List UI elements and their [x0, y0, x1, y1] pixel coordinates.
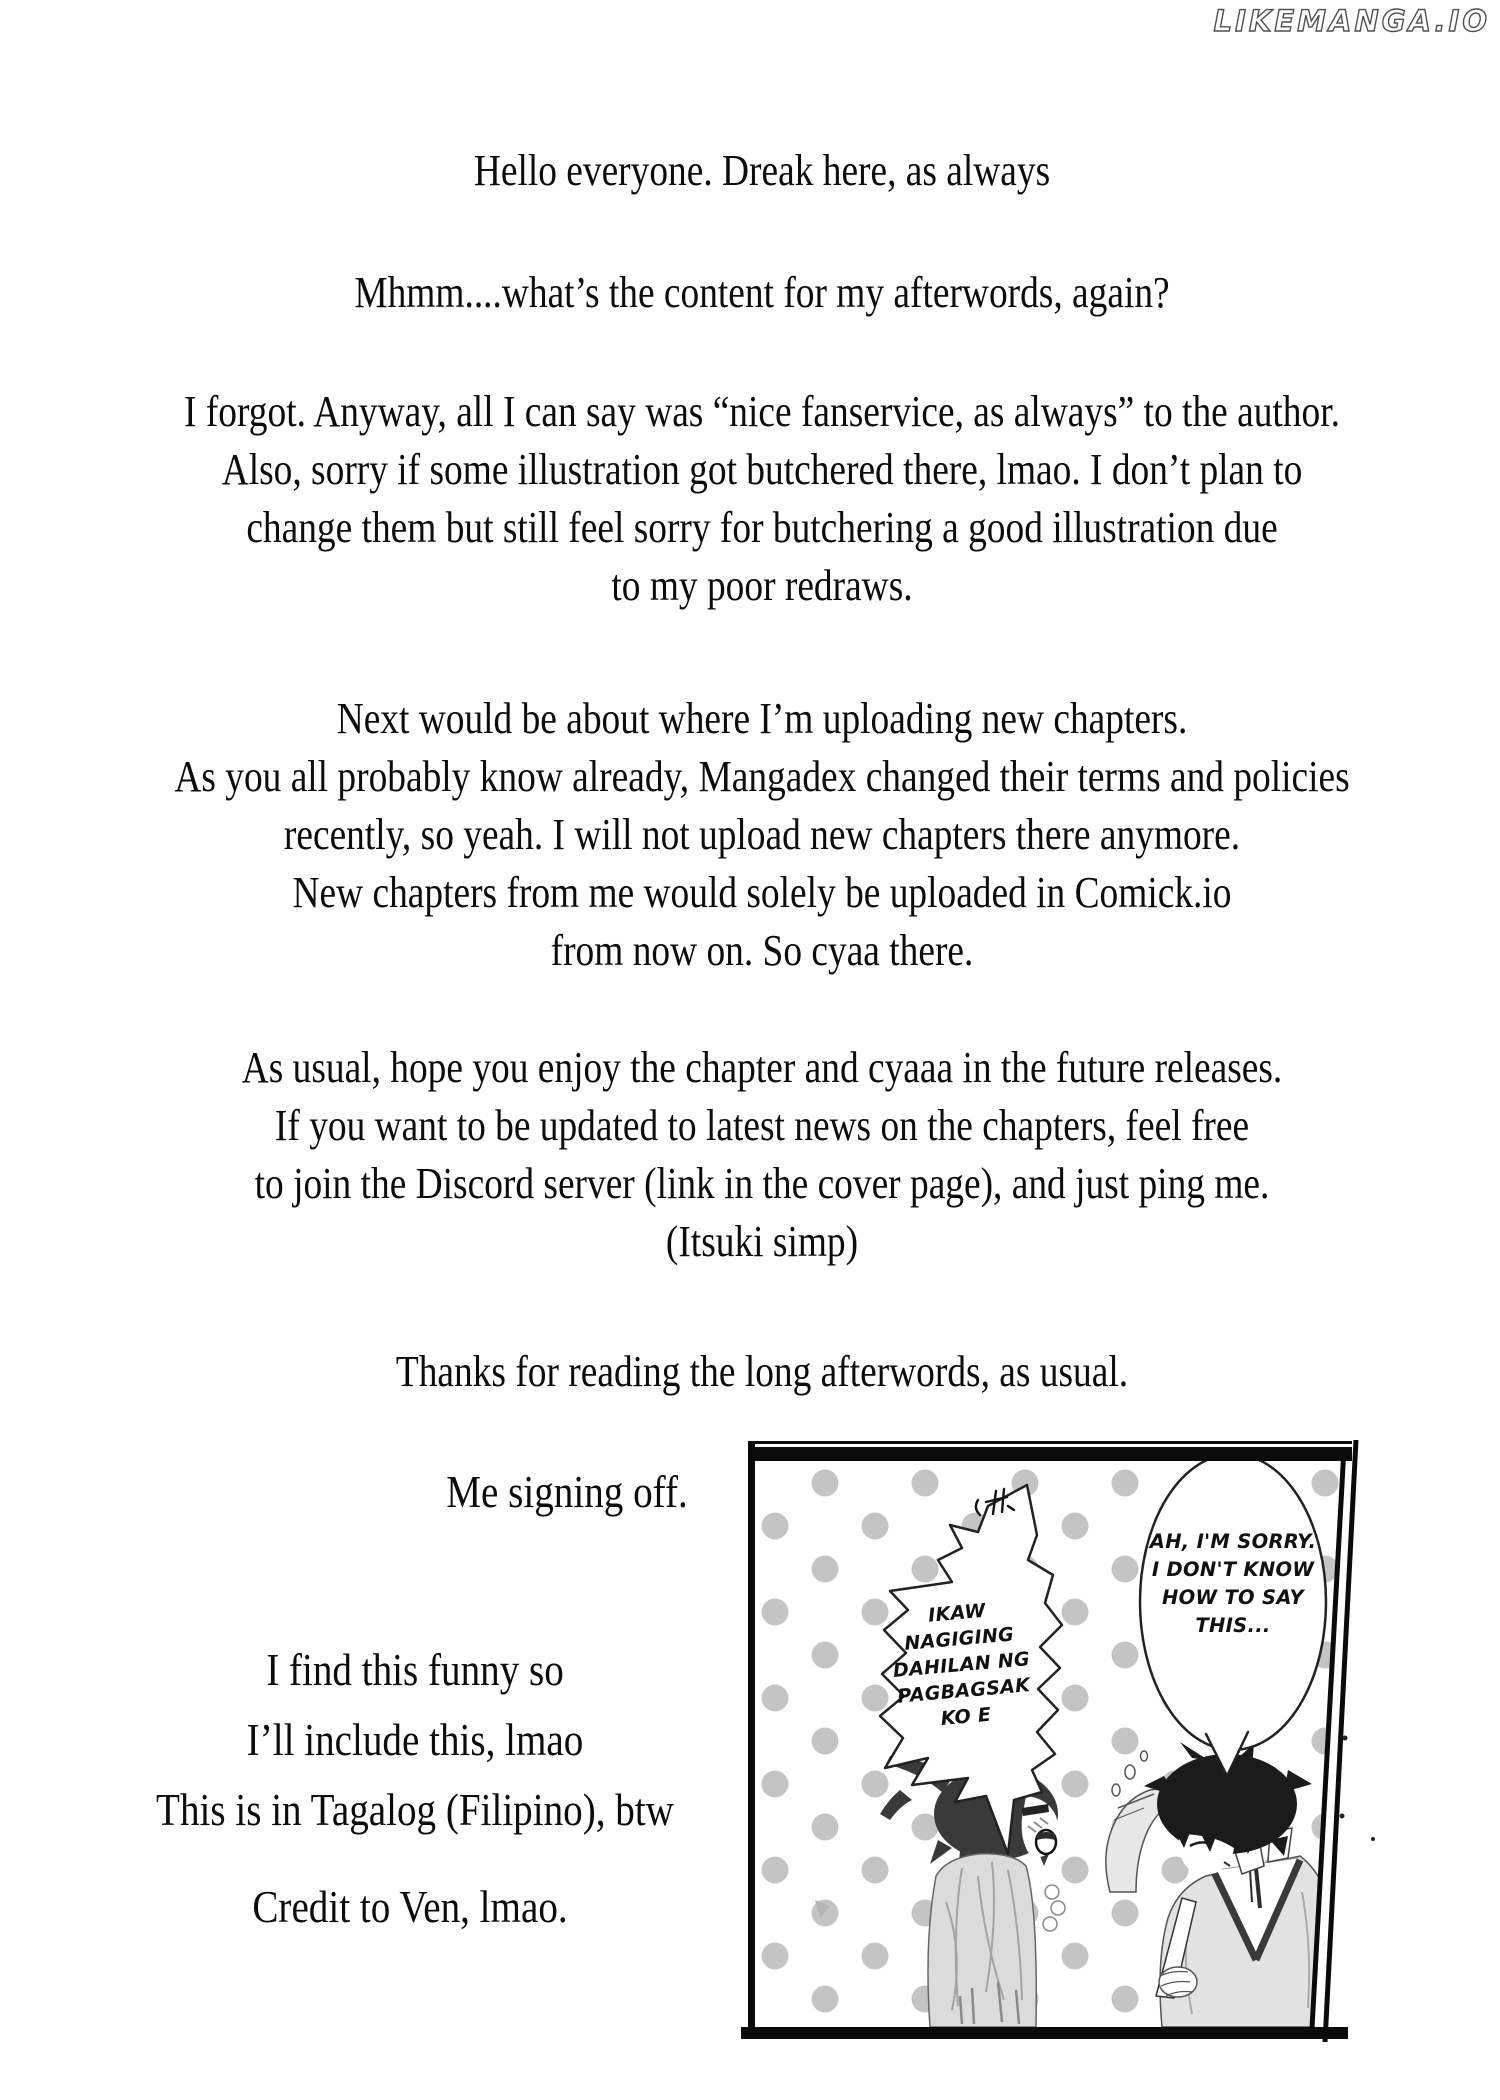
afterword-paragraph-discord [135, 1039, 1390, 1271]
bubble-text-line: THIS... [1195, 1614, 1271, 1637]
text-line: New chapters from me would solely be uploaded in Comick.io [292, 868, 1232, 917]
text-line: to join the Discord server (link in the cover page), and just ping me. [254, 1159, 1270, 1208]
bubble-text-line: I DON'T KNOW [1151, 1558, 1315, 1581]
bubble-text-line: IKAW [927, 1599, 987, 1627]
afterword-credit: Credit to Ven, lmao. [252, 1881, 568, 1932]
afterword-signoff: Me signing off. [446, 1466, 688, 1517]
text-line: This is in Tagalog (Filipino), btw [156, 1784, 674, 1835]
text-line: I find this funny so [266, 1644, 564, 1695]
bubble-text-line: AH, I'M SORRY. [1149, 1530, 1317, 1553]
bubble-text-line: DAHILAN NG [892, 1648, 1031, 1682]
text-line: recently, so yeah. I will not upload new chapters there anymore. [283, 810, 1241, 859]
text-line: change them but still feel sorry for butchering a good illustration due [246, 503, 1278, 552]
afterword-paragraph-fanservice [135, 383, 1390, 615]
afterword-intro: Mhmm....what’s the content for my afterwords, again? [354, 268, 1170, 317]
afterword-thanks: Thanks for reading the long afterwords, as usual. [395, 1347, 1129, 1396]
text-line: Next would be about where I’m uploading new chapters. [336, 694, 1188, 743]
text-line: If you want to be updated to latest news on the chapters, feel free [274, 1101, 1250, 1150]
bubble-text-line: HOW TO SAY [1162, 1586, 1304, 1609]
text-line: (Itsuki simp) [665, 1217, 859, 1266]
text-line: Also, sorry if some illustration got butchered there, lmao. I don’t plan to [221, 445, 1303, 494]
afterword-funny-note [62, 1635, 768, 1845]
afterword-paragraph-uploads [135, 690, 1390, 980]
site-watermark: LIKEMANGA.IO [1213, 4, 1490, 38]
manga-panel [740, 1440, 1390, 2042]
bubble-text-line: KO E [939, 1703, 993, 1730]
text-line: I’ll include this, lmao [246, 1714, 584, 1765]
text-line: As usual, hope you enjoy the chapter and cyaaa in the future releases. [241, 1043, 1283, 1092]
bubble-text-line: NAGIGING [903, 1623, 1015, 1655]
afterword-greeting: Hello everyone. Dreak here, as always [473, 146, 1051, 195]
text-line: As you all probably know already, Mangadex changed their terms and policies [174, 752, 1350, 801]
bubble-text-line: PAGBAGSAK [896, 1674, 1031, 1708]
text-line: I forgot. Anyway, all I can say was “nice fanservice, as always” to the author. [184, 387, 1340, 436]
text-line: to my poor redraws. [611, 561, 913, 610]
text-line: from now on. So cyaa there. [550, 926, 974, 975]
